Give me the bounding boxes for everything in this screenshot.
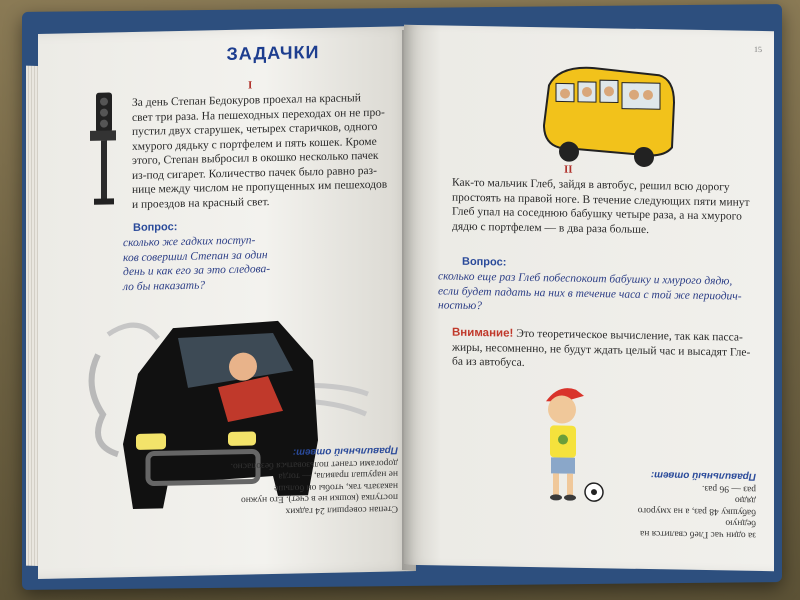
left-page	[38, 26, 416, 579]
question-line: день и как его за это следова-	[123, 263, 271, 279]
answer-line: не нарушал правила, — тогда	[278, 468, 398, 482]
question-line: ков совершил Степан за один	[123, 248, 268, 264]
problem-line: из-под сигарет. Количество пачек было равно раз-	[132, 164, 377, 182]
problem-line: Глеб упал на соседнюю бабушку четыре раза, а на хмурого	[452, 205, 742, 223]
problem-line: пустил двух старушек, четырех старичков, одного	[132, 120, 378, 138]
problem-line: свет три раза. На пешеходных переходах он не про-	[132, 106, 385, 124]
problem-text	[452, 176, 752, 239]
question-text	[438, 269, 758, 318]
question-text	[123, 232, 303, 294]
bus-illustration	[534, 55, 684, 178]
right-page	[404, 25, 774, 571]
page-title: ЗАДАЧКИ	[226, 42, 320, 65]
problem-line: За день Степан Бедокуров проехал на красный	[132, 92, 361, 109]
problem-number: I	[248, 79, 253, 92]
answer-line: раз — 96 раз.	[702, 482, 756, 494]
question-line: ностью?	[438, 299, 482, 313]
problem-text	[132, 91, 394, 212]
answer-line: Степан совершил 24 гадких	[285, 503, 398, 516]
attention-word: Внимание!	[452, 326, 514, 340]
answer-line: за один час Глеб свалится на бедную	[640, 517, 756, 540]
answer-line: дорогами станет пользоваться безопасно.	[230, 457, 398, 471]
answer-title: Правильный ответ:	[650, 469, 756, 483]
problem-line: хмурого дядьку с портфелем и пять кошек. Кроме	[132, 135, 377, 153]
attention-note	[452, 326, 760, 375]
attention-line: Это теоретическое вычисление, так как пасса-	[516, 327, 743, 344]
answer-title: Правильный ответ:	[292, 444, 398, 459]
answer-block	[188, 444, 398, 517]
traffic-light-icon	[88, 92, 122, 213]
question-line: если будет падать на них в течение часа с той же периодич-	[438, 284, 742, 303]
question-line: ло бы наказать?	[123, 278, 206, 293]
problem-line: нице между числом не пропущенных им пешеходов	[132, 178, 388, 196]
problem-line: простоять на правой ноге. В течение следующих пяти минут	[452, 191, 750, 209]
question-line: сколько же гадких поступ-	[123, 234, 256, 250]
page-number: 15	[754, 44, 762, 55]
attention-line: жиры, несомненно, не будут ждать целый час и высадят Гле-	[452, 341, 751, 359]
problem-line: дядю с портфелем — в два раза больше.	[452, 220, 649, 236]
question-title: Вопрос:	[462, 255, 507, 269]
question-title: Вопрос:	[133, 221, 178, 234]
question-line: сколько еще раз Глеб побеспокоит бабушку и хмурого дядю,	[438, 270, 733, 288]
answer-block	[616, 468, 756, 539]
attention-line: ба из автобуса.	[452, 355, 525, 369]
problem-line: и проездов на красный свет.	[132, 195, 270, 211]
problem-number: II	[564, 163, 573, 176]
problem-line: этого, Степан выбросил в окошко несколько пачек	[132, 149, 379, 167]
answer-line: наказать так, чтобы он больше	[274, 480, 398, 494]
problem-line: Как-то мальчик Глеб, зайдя в автобус, решил всю дорогу	[452, 176, 730, 194]
answer-line: поступка (кошки не в счет). Его нужно	[241, 491, 398, 506]
answer-line: бабушку 48 раз, а на хмурого дядю	[637, 495, 756, 517]
